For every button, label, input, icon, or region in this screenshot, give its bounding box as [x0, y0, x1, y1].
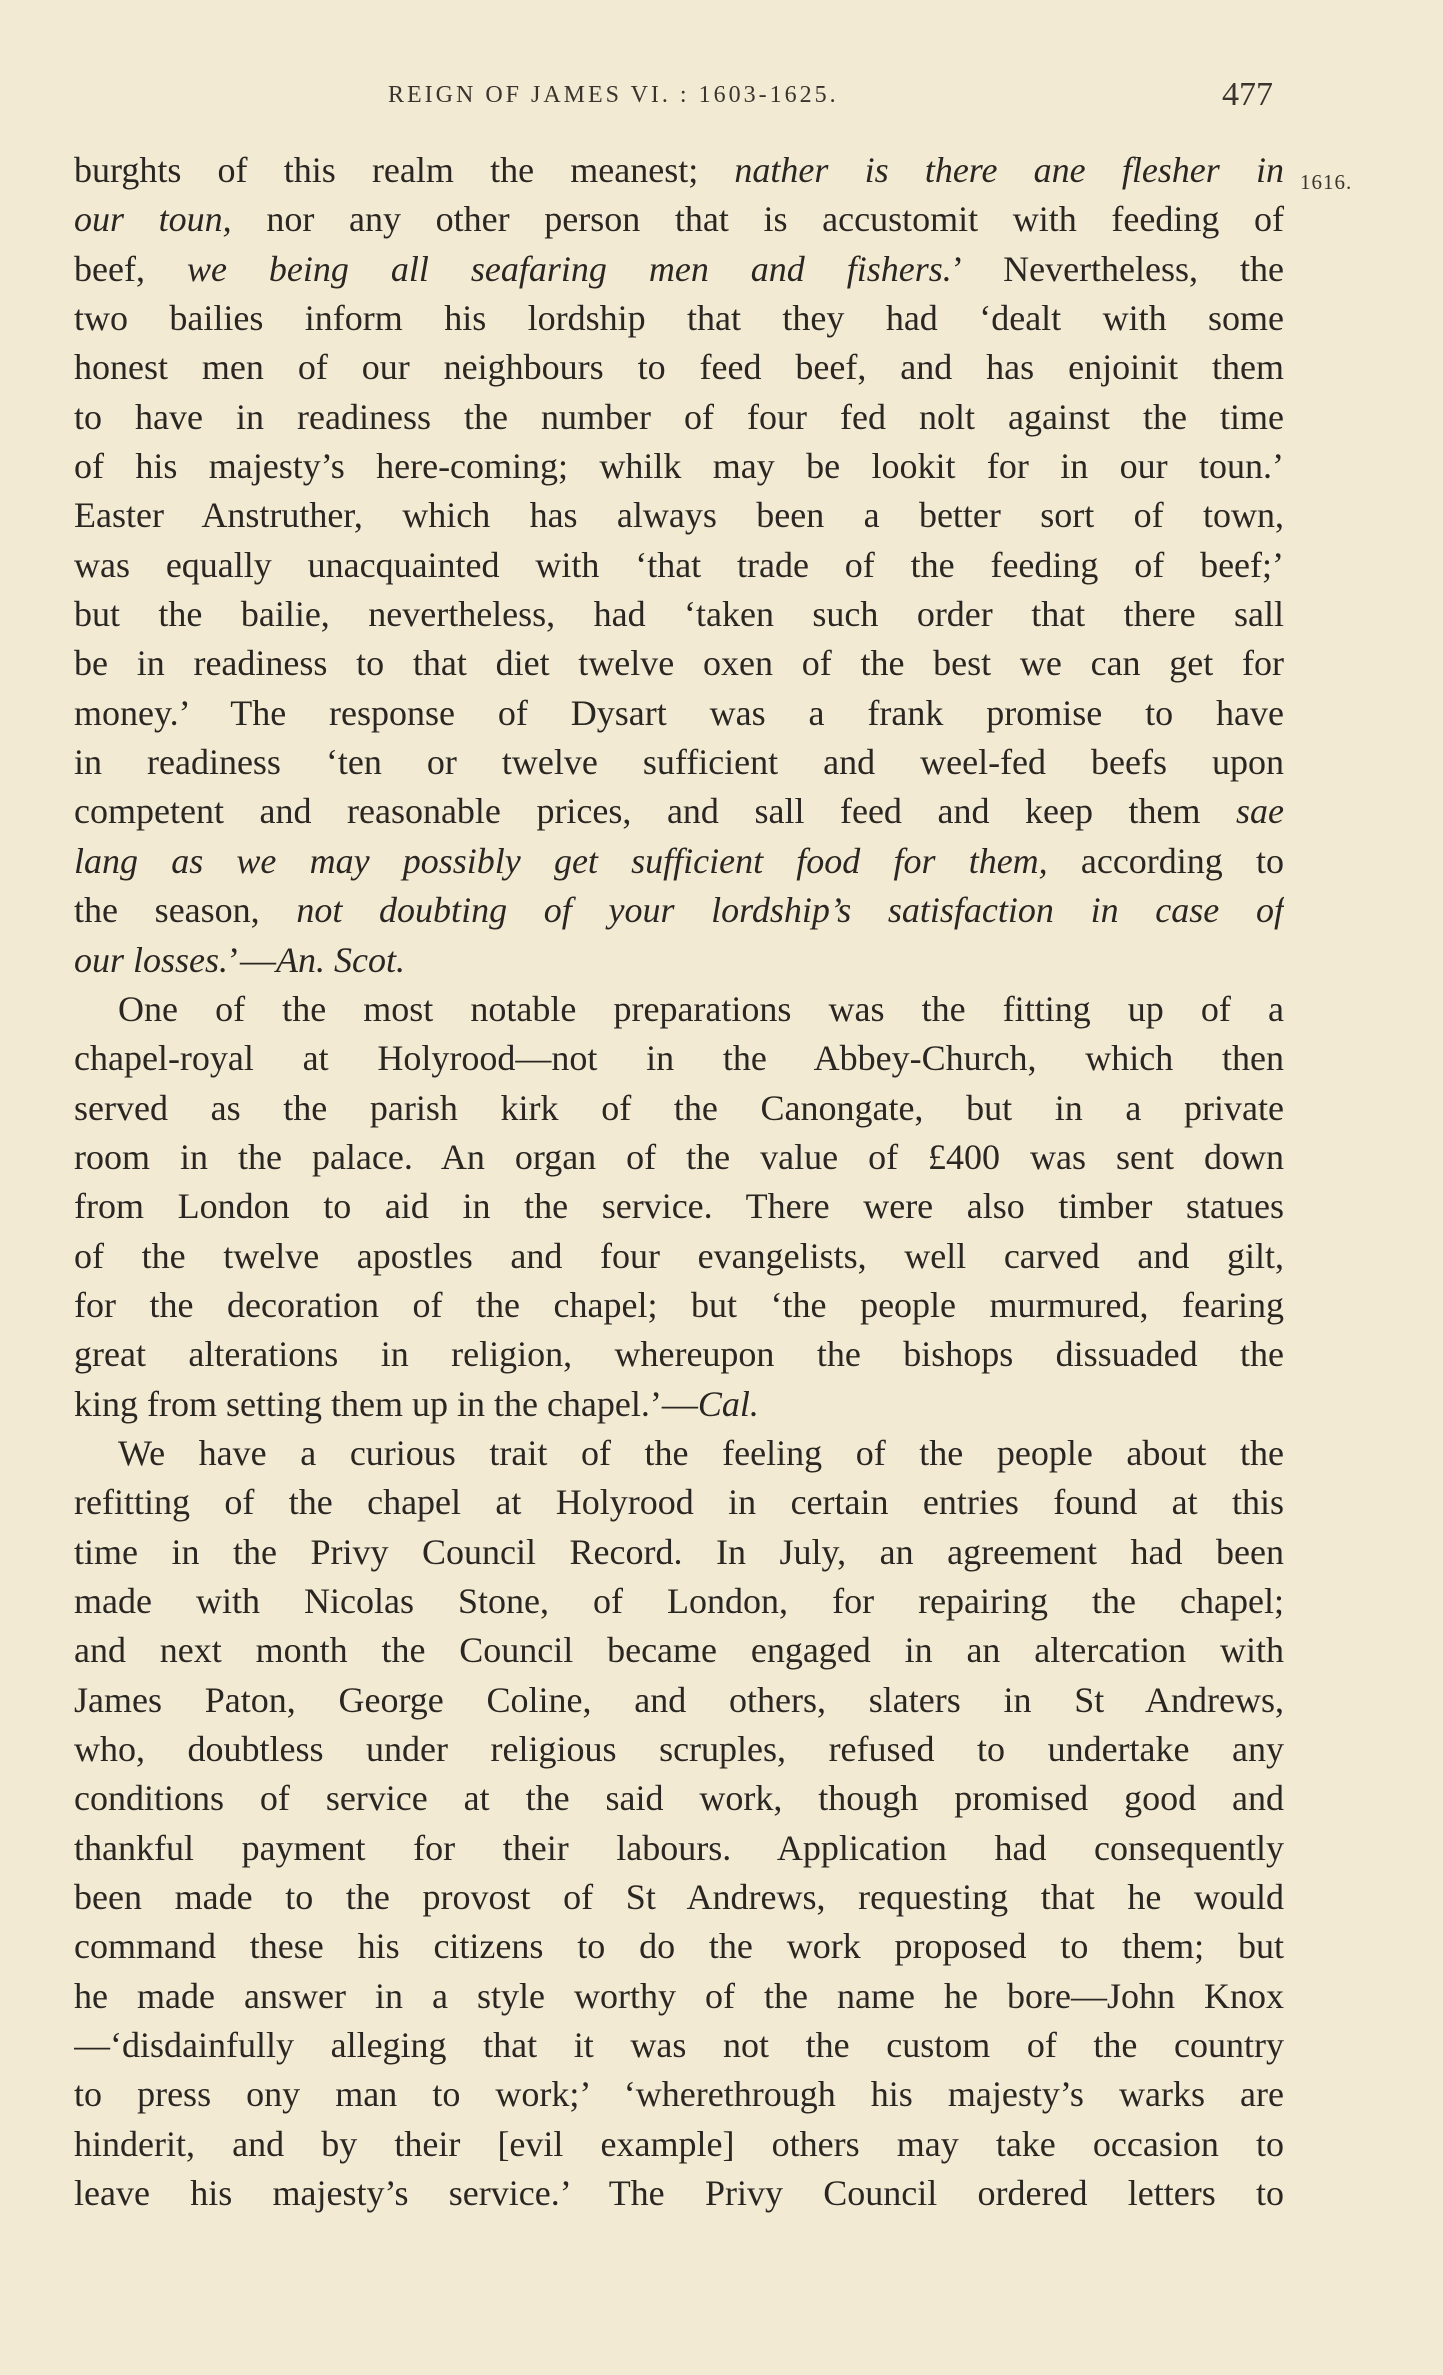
italic-text: An. Scot.	[276, 939, 406, 980]
text-line	[74, 393, 1284, 442]
text-segment: money.’ The response of Dysart was a frank promise to have	[74, 692, 1284, 733]
italic-text: our losses.	[74, 939, 229, 980]
text-line	[74, 1676, 1284, 1725]
text-segment: ’—	[228, 939, 277, 980]
text-segment: thankful payment for their labours. Application had consequently	[74, 1827, 1284, 1868]
text-segment: We have a curious trait of the feeling of the people about the	[118, 1432, 1284, 1473]
text-segment: chapel-royal at Holyrood—not in the Abbey-Church, which then	[74, 1038, 1284, 1079]
text-line	[74, 1922, 1284, 1971]
text-line	[74, 738, 1284, 787]
text-line	[74, 985, 1284, 1034]
body-text	[74, 146, 1284, 2218]
text-line	[74, 1774, 1284, 1823]
italic-text: not doubting of your lordship’s satisfaction in case of	[296, 890, 1284, 931]
text-segment: refitting of the chapel at Holyrood in certain entries found at this	[74, 1482, 1284, 1523]
text-segment: One of the most notable preparations was the fitting up of a	[118, 988, 1284, 1029]
text-line	[74, 1034, 1284, 1083]
text-line	[74, 837, 1284, 886]
text-line	[74, 1429, 1284, 1478]
text-line	[74, 1528, 1284, 1577]
text-segment: the season,	[74, 890, 297, 931]
text-line	[74, 2169, 1284, 2218]
running-head	[0, 76, 1443, 126]
italic-text: we being all seafaring men and fishers.	[186, 248, 952, 289]
text-line	[74, 1281, 1284, 1330]
text-line	[74, 1182, 1284, 1231]
text-segment: conditions of service at the said work, though promised good and	[74, 1778, 1284, 1819]
text-line	[74, 1380, 1284, 1429]
text-segment: was equally unacquainted with ‘that trade of the feeding of beef;’	[74, 544, 1284, 585]
text-line	[74, 886, 1284, 935]
text-segment: king from setting them up in the chapel.’—	[74, 1383, 698, 1424]
text-line	[74, 639, 1284, 688]
text-line	[74, 936, 1284, 985]
text-segment: burghts of this realm the meanest;	[74, 150, 735, 190]
text-line	[74, 1330, 1284, 1379]
text-line	[74, 689, 1284, 738]
text-segment: been made to the provost of St Andrews, requesting that he would	[74, 1877, 1284, 1918]
text-segment: James Paton, George Coline, and others, slaters in St Andrews,	[74, 1679, 1284, 1720]
italic-text: Cal.	[697, 1383, 759, 1424]
text-line	[74, 1873, 1284, 1922]
text-line	[74, 1232, 1284, 1281]
text-segment: of his majesty’s here-coming; whilk may be lookit for in our toun.’	[74, 446, 1284, 487]
text-segment: be in readiness to that diet twelve oxen of the best we can get for	[74, 643, 1284, 684]
text-segment: nor any other person that is accustomit with feeding of	[231, 199, 1284, 240]
text-segment: according to	[1047, 840, 1284, 881]
text-segment: great alterations in religion, whereupon the bishops dissuaded the	[74, 1334, 1284, 1375]
text-segment: for the decoration of the chapel; but ‘the people murmured, fearing	[74, 1284, 1284, 1325]
text-segment: hinderit, and by their [evil example] others may take occasion to	[74, 2123, 1284, 2164]
text-line	[74, 1577, 1284, 1626]
margin-year-note: 1616.	[1300, 170, 1353, 194]
text-line	[74, 245, 1284, 294]
text-segment: room in the palace. An organ of the value of £400 was sent down	[74, 1136, 1284, 1177]
text-line	[74, 294, 1284, 343]
text-segment: he made answer in a style worthy of the name he bore—John Knox	[74, 1975, 1284, 2016]
text-line	[74, 541, 1284, 590]
text-line	[74, 2120, 1284, 2169]
text-segment: but the bailie, nevertheless, had ‘taken such order that there sall	[74, 594, 1284, 635]
text-line	[74, 442, 1284, 491]
text-line	[74, 146, 1284, 195]
text-line	[74, 590, 1284, 639]
text-segment: who, doubtless under religious scruples, refused to undertake any	[74, 1729, 1284, 1769]
text-line	[74, 1626, 1284, 1675]
text-segment: to press ony man to work;’ ‘wherethrough his majesty’s warks are	[74, 2074, 1284, 2115]
italic-text: sae	[1236, 791, 1284, 832]
text-line	[74, 1084, 1284, 1133]
text-line	[74, 195, 1284, 244]
text-segment: honest men of our neighbours to feed beef, and has enjoinit them	[74, 347, 1284, 388]
text-line	[74, 787, 1284, 836]
text-line	[74, 491, 1284, 540]
text-segment: made with Nicolas Stone, of London, for repairing the chapel;	[74, 1580, 1284, 1621]
text-segment: Easter Anstruther, which has always been a better sort of town,	[74, 495, 1284, 536]
text-segment: command these his citizens to do the work proposed to them; but	[74, 1926, 1284, 1967]
page-number: 477	[1222, 76, 1273, 113]
text-segment: beef,	[74, 248, 187, 289]
text-line	[74, 2070, 1284, 2119]
text-segment: and next month the Council became engaged in an altercation with	[74, 1630, 1284, 1671]
text-segment: of the twelve apostles and four evangelists, well carved and gilt,	[74, 1235, 1284, 1276]
text-segment: leave his majesty’s service.’ The Privy Council ordered letters to	[74, 2173, 1284, 2214]
italic-text: nather is there ane flesher in	[734, 150, 1284, 190]
running-title: REIGN OF JAMES VI. : 1603-1625.	[388, 82, 839, 108]
italic-text: lang as we may possibly get sufficient food for them,	[74, 840, 1048, 881]
text-line	[74, 1133, 1284, 1182]
text-segment: in readiness ‘ten or twelve sufficient and weel-fed beefs upon	[74, 742, 1284, 783]
text-segment: to have in readiness the number of four fed nolt against the time	[74, 396, 1284, 437]
text-line	[74, 1824, 1284, 1873]
text-line	[74, 1972, 1284, 2021]
text-line	[74, 1725, 1284, 1774]
text-segment: ’ Nevertheless, the	[951, 248, 1284, 289]
text-segment: two bailies inform his lordship that they had ‘dealt with some	[74, 298, 1284, 339]
text-line	[74, 2021, 1284, 2070]
text-segment: time in the Privy Council Record. In July, an agreement had been	[74, 1531, 1284, 1572]
text-segment: competent and reasonable prices, and sall feed and keep them	[74, 791, 1236, 832]
text-line	[74, 343, 1284, 392]
text-segment: —‘disdainfully alleging that it was not the custom of the country	[74, 2025, 1284, 2066]
text-segment: from London to aid in the service. There were also timber statues	[74, 1186, 1284, 1227]
italic-text: our toun,	[74, 199, 232, 240]
text-segment: served as the parish kirk of the Canongate, but in a private	[74, 1087, 1284, 1128]
text-line	[74, 1478, 1284, 1527]
